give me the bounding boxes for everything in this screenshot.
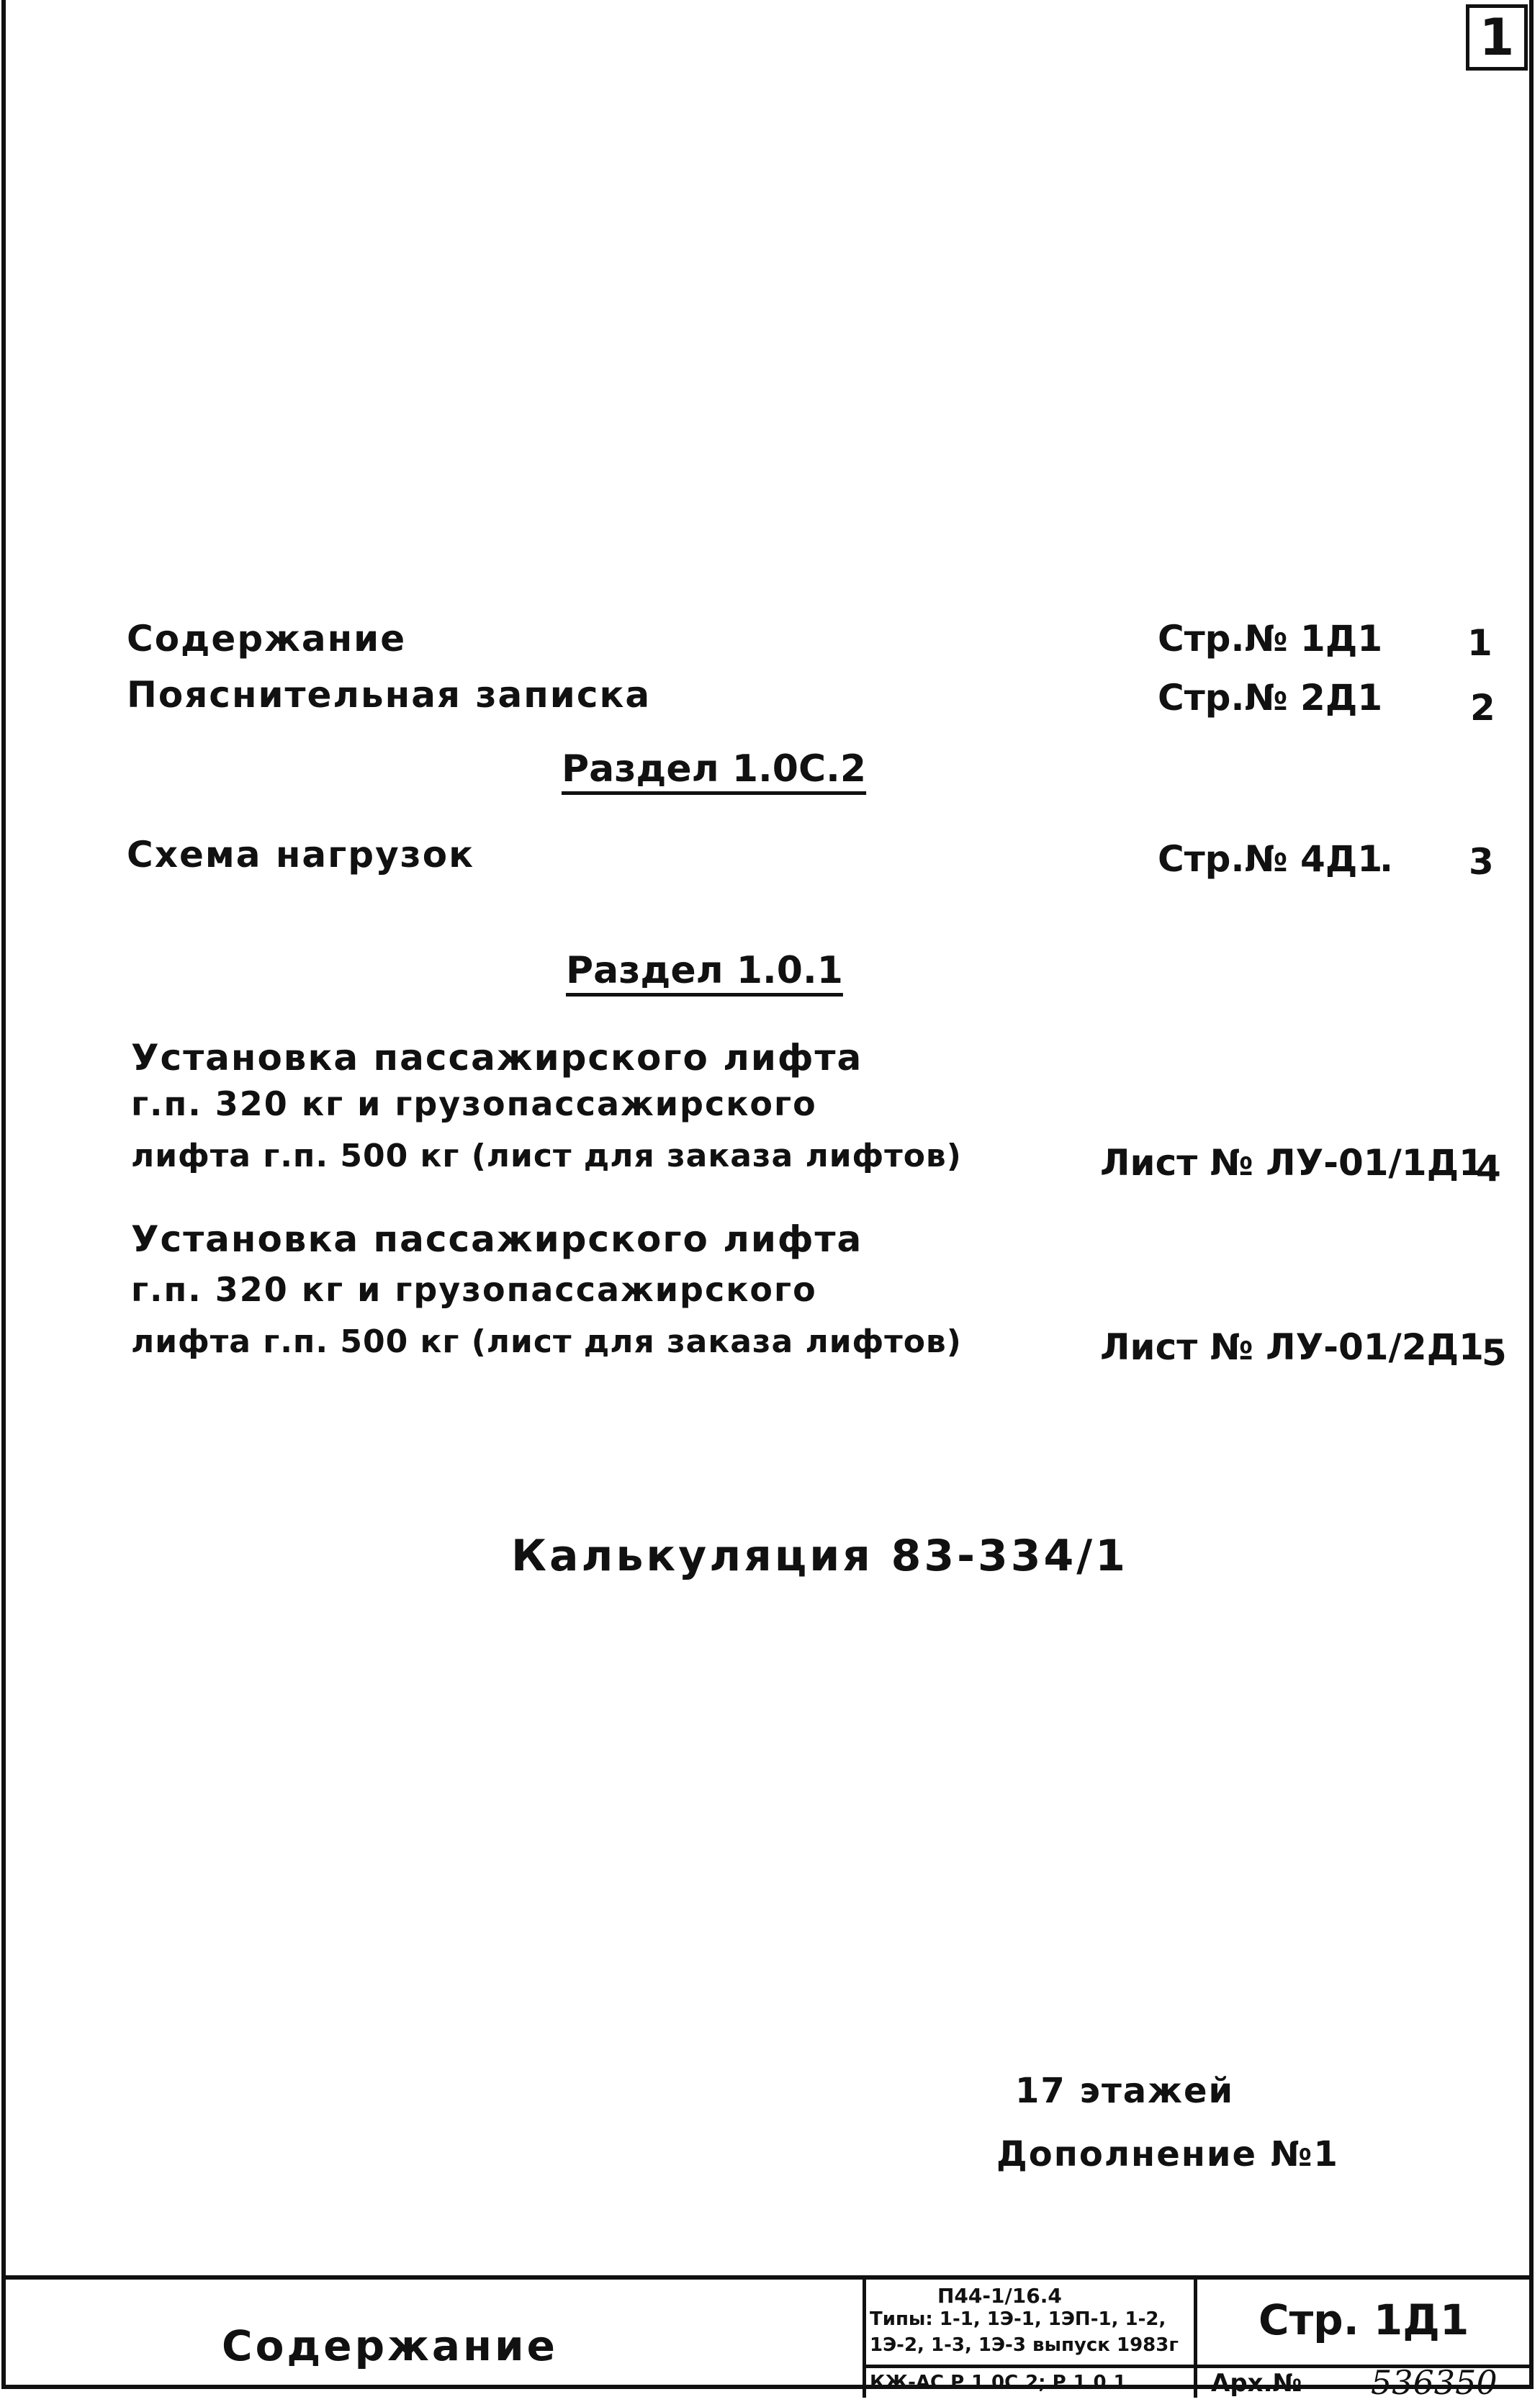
contents-item-label: Содержание [127, 618, 407, 660]
contents-item-label: Пояснительная записка [127, 674, 652, 716]
contents-item-page: 2 [1470, 687, 1495, 729]
contents-item-line: г.п. 320 кг и грузопассажирского [131, 1270, 817, 1309]
section-heading: Раздел 1.0.1 [566, 949, 843, 992]
contents-item-line: Установка пассажирского лифта [131, 1218, 863, 1260]
title-block-archive-number: 536350 [1371, 2363, 1498, 2402]
sheet-number: 1 [1466, 4, 1528, 71]
title-block [1, 2275, 1534, 2402]
title-block-divider [1194, 2280, 1197, 2398]
section-heading: Раздел 1.0С.2 [562, 747, 867, 791]
calculation-reference: Калькуляция 83-334/1 [511, 1531, 1128, 1581]
title-block-archive-label: Арх.№ [1211, 2369, 1302, 2398]
contents-item-label: Схема нагрузок [127, 834, 475, 876]
contents-item-line: лифта г.п. 500 кг (лист для заказа лифтов) [131, 1323, 962, 1360]
title-block-page: Стр. 1Д1 [1258, 2295, 1469, 2344]
title-block-series: П44-1/16.4 [937, 2284, 1062, 2308]
contents-item-ref: Лист № ЛУ-01/1Д1 [1100, 1142, 1484, 1184]
title-block-types: 1Э-2, 1-3, 1Э-3 выпуск 1983г [870, 2334, 1179, 2356]
title-block-types: Типы: 1-1, 1Э-1, 1ЭП-1, 1-2, [870, 2308, 1166, 2330]
title-block-sections: КЖ-АС Р.1.0С.2; Р.1.0.1. [870, 2372, 1134, 2393]
contents-item-page: 5 [1482, 1332, 1507, 1374]
contents-item-page: 1 [1467, 622, 1492, 664]
contents-item-dot: . [1379, 838, 1393, 880]
contents-item-page: 3 [1469, 841, 1494, 883]
contents-item-line: лифта г.п. 500 кг (лист для заказа лифтов) [131, 1138, 962, 1174]
title-block-divider [863, 2280, 866, 2398]
contents-item-line: Установка пассажирского лифта [131, 1037, 863, 1079]
contents-item-ref: Стр.№ 4Д1 [1158, 838, 1383, 880]
contents-item-ref: Стр.№ 1Д1 [1158, 618, 1383, 660]
contents-item-line: г.п. 320 кг и грузопассажирского [131, 1084, 817, 1123]
contents-item-page: 4 [1476, 1148, 1501, 1189]
contents-item-ref: Стр.№ 2Д1 [1158, 677, 1383, 719]
contents-item-ref: Лист № ЛУ-01/2Д1 [1100, 1326, 1484, 1368]
floors-note: 17 этажей [1015, 2071, 1235, 2111]
drawing-frame [1, 0, 1534, 2389]
addition-note: Дополнение №1 [996, 2134, 1339, 2174]
title-block-name: Содержание [222, 2321, 559, 2370]
